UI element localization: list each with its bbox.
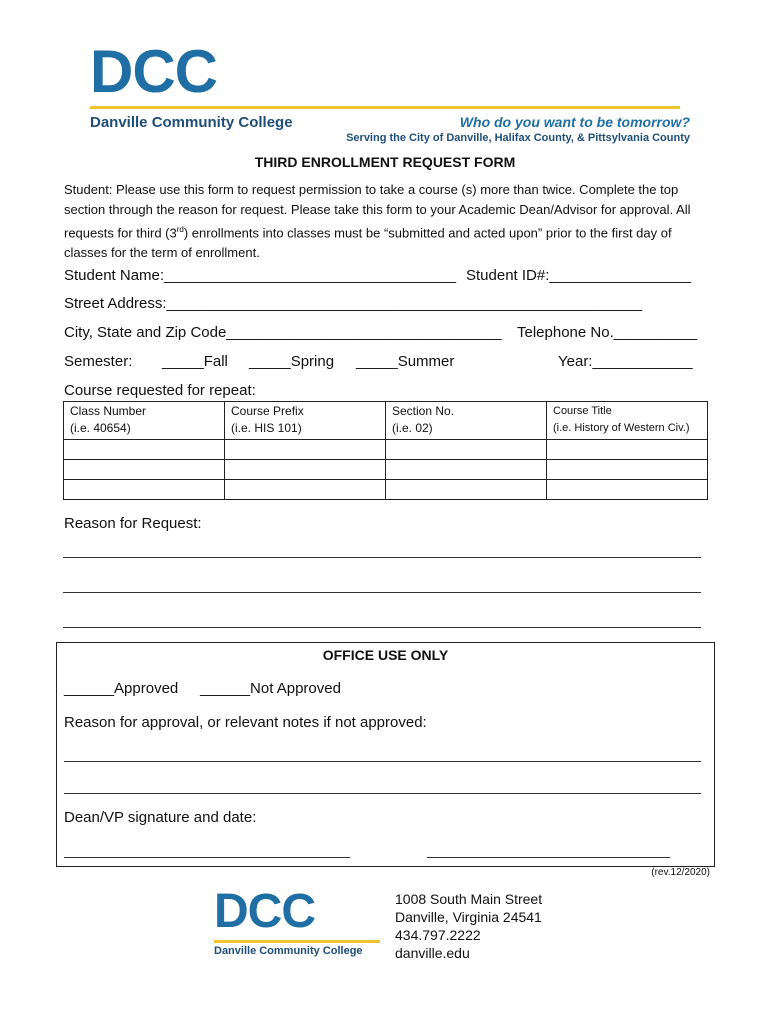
year-field[interactable]: Year:____________ <box>558 353 693 370</box>
table-cell[interactable] <box>225 440 386 460</box>
gold-divider <box>90 106 680 109</box>
course-table <box>63 401 708 500</box>
street-address-field[interactable]: Street Address:_________________________________________________________ <box>64 295 643 312</box>
intro-text: Student: Please use this form to request permission to take a course (s) more than twice. Complete the top section through the reason for request. Please take this form to your Academic Dean/Advisor for approval. All requests for third (3rd) enrollments into classes must be “submitted and acted upon” prior to the first day of classes for the term of enrollment. <box>64 182 691 261</box>
table-row <box>64 480 708 500</box>
address-street: 1008 South Main Street <box>395 891 543 907</box>
summer-option[interactable]: _____Summer <box>356 353 455 370</box>
dcc-logo-small: DCC <box>214 885 315 938</box>
reason-line[interactable] <box>63 557 701 558</box>
spring-option[interactable]: _____Spring <box>249 353 335 370</box>
not-approved-option[interactable]: ______Not Approved <box>200 680 341 697</box>
table-cell[interactable] <box>547 460 708 480</box>
website-link[interactable]: danville.edu <box>395 945 470 961</box>
office-use-box <box>56 642 715 867</box>
date-line[interactable] <box>427 857 670 858</box>
phone-number: 434.797.2222 <box>395 927 481 943</box>
table-cell[interactable] <box>547 440 708 460</box>
approved-option[interactable]: ______Approved <box>64 680 179 697</box>
reason-line[interactable] <box>63 592 701 593</box>
student-name-field[interactable]: Student Name:___________________________________ <box>64 267 457 284</box>
course-requested-label: Course requested for repeat: <box>64 382 256 399</box>
address-block <box>395 890 542 962</box>
reason-for-request-label: Reason for Request: <box>64 515 202 532</box>
column-class-number: Class Number (i.e. 40654) <box>64 402 225 440</box>
student-id-field[interactable]: Student ID#:_________________ <box>466 267 692 284</box>
gold-divider-small <box>214 940 380 943</box>
dcc-logo: DCC <box>90 38 217 105</box>
table-cell[interactable] <box>64 480 225 500</box>
fall-option[interactable]: _____Fall <box>162 353 228 370</box>
tagline: Who do you want to be tomorrow? <box>459 114 690 130</box>
telephone-field[interactable]: Telephone No.__________ <box>517 324 698 341</box>
column-course-prefix: Course Prefix (i.e. HIS 101) <box>225 402 386 440</box>
revision-text: (rev.12/2020) <box>651 867 710 878</box>
column-section-no: Section No. (i.e. 02) <box>386 402 547 440</box>
table-cell[interactable] <box>386 440 547 460</box>
signature-line[interactable] <box>64 857 350 858</box>
table-cell[interactable] <box>386 480 547 500</box>
college-name: Danville Community College <box>90 114 293 131</box>
table-cell[interactable] <box>547 480 708 500</box>
header-logo <box>90 38 690 144</box>
table-row <box>64 440 708 460</box>
address-city: Danville, Virginia 24541 <box>395 909 542 925</box>
table-cell[interactable] <box>225 480 386 500</box>
table-cell[interactable] <box>386 460 547 480</box>
table-cell[interactable] <box>64 440 225 460</box>
table-cell[interactable] <box>64 460 225 480</box>
table-row <box>64 460 708 480</box>
college-name-small: Danville Community College <box>214 945 363 957</box>
footer-logo <box>214 885 380 957</box>
notes-line[interactable] <box>64 793 701 794</box>
office-use-title: OFFICE USE ONLY <box>322 647 449 663</box>
reason-line[interactable] <box>63 627 701 628</box>
semester-label: Semester: <box>64 353 133 370</box>
serving-text: Serving the City of Danville, Halifax County, & Pittsylvania County <box>346 132 690 144</box>
table-header-row <box>64 402 708 440</box>
city-state-zip-field[interactable]: City, State and Zip Code_________________________________ <box>64 324 502 341</box>
table-cell[interactable] <box>225 460 386 480</box>
form-title: THIRD ENROLLMENT REQUEST FORM <box>254 154 516 170</box>
approval-notes-label: Reason for approval, or relevant notes if not approved: <box>64 714 427 731</box>
signature-label: Dean/VP signature and date: <box>64 809 257 826</box>
notes-line[interactable] <box>64 761 701 762</box>
column-course-title: Course Title (i.e. History of Western Civ.) <box>547 402 708 440</box>
